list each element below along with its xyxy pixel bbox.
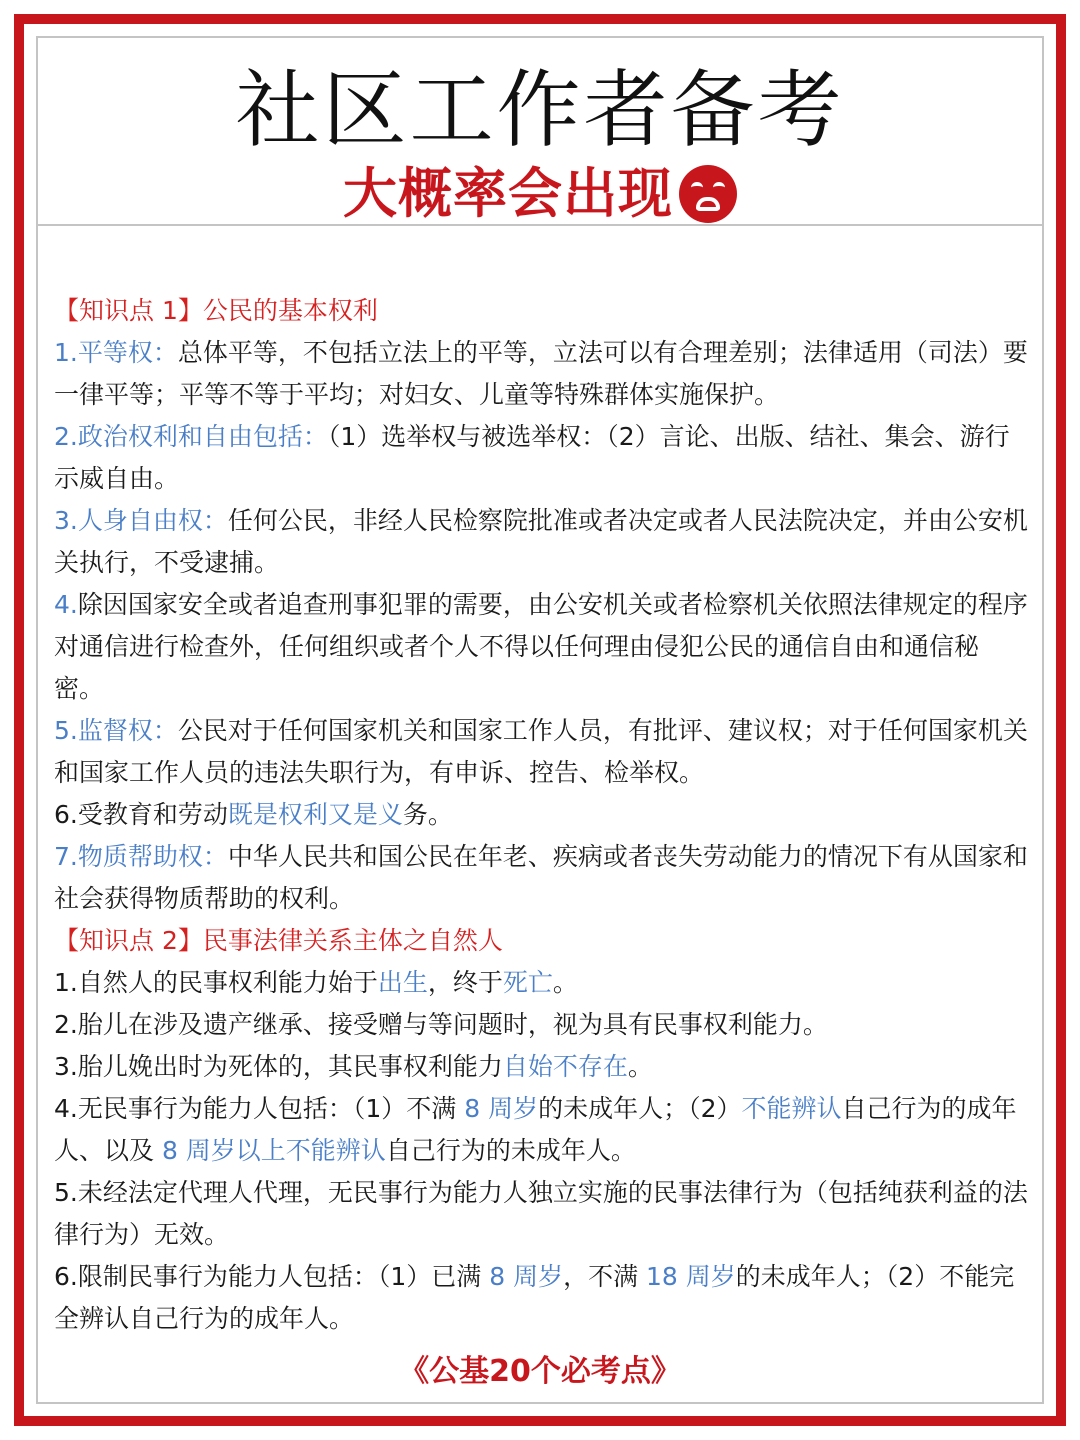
s1-item-4-text: 除因国家安全或者追查刑事犯罪的需要，由公安机关或者检察机关依照法律规定的程序对通信进行检查外，任何组织或者个人不得以任何理由侵犯公民的通信自由和通信秘密。 <box>54 590 1028 703</box>
s1-item-2 <box>54 416 1028 500</box>
s2-item-4 <box>54 1088 1028 1172</box>
s1-item-5 <box>54 710 1028 794</box>
s2-item-3-pre: 3.胎儿娩出时为死体的，其民事权利能力 <box>54 1052 503 1081</box>
s2-item-6 <box>54 1256 1028 1340</box>
page-subtitle <box>38 164 1042 224</box>
s2-item-6-b1: 8 周岁 <box>489 1262 564 1291</box>
footer-title: 《公基20个必考点》 <box>399 1354 681 1389</box>
s1-item-7-text: 中华人民共和国公民在年老、疾病或者丧失劳动能力的情况下有从国家和社会获得物质帮助的权利。 <box>54 842 1028 913</box>
page-title: 社区工作者备考 <box>235 61 845 159</box>
s2-item-4-p3: 自己行为的成年人、以及 <box>54 1094 1017 1165</box>
s1-item-6-post: 务。 <box>402 800 453 829</box>
s2-item-3-highlight: 自始不存在 <box>502 1052 628 1081</box>
s2-item-1-mid: ，终于 <box>427 968 503 997</box>
s2-item-6-p1: 6.限制民事行为能力人包括：（1）已满 <box>54 1262 490 1291</box>
inner-frame <box>36 36 1044 1404</box>
s1-item-1-label: 1.平等权： <box>54 338 178 367</box>
s2-item-1-b1: 出生 <box>377 968 428 997</box>
s2-item-5: 5.未经法定代理人代理，无民事行为能力人独立实施的民事法律行为（包括纯获利益的法律行为）无效。 <box>54 1178 1028 1249</box>
section-2-heading: 【知识点 2】民事法律关系主体之自然人 <box>54 926 503 955</box>
s1-item-5-text: 公民对于任何国家机关和国家工作人员，有批评、建议权；对于任何国家机关和国家工作人员的违法失职行为，有申诉、控告、检举权。 <box>54 716 1028 787</box>
s2-item-4-p2: 的未成年人；（2） <box>538 1094 742 1123</box>
section-1-heading: 【知识点 1】公民的基本权利 <box>54 296 378 325</box>
s2-item-4-p1: 4.无民事行为能力人包括：（1）不满 <box>54 1094 465 1123</box>
s1-item-3-text: 任何公民，非经人民检察院批准或者决定或者人民法院决定，并由公安机关执行，不受逮捕。 <box>54 506 1028 577</box>
s1-item-6 <box>54 794 1028 836</box>
s2-item-6-p3: 的未成年人；（2）不能完全辨认自己行为的成年人。 <box>54 1262 1015 1333</box>
s1-item-7-label: 7.物质帮助权： <box>54 842 228 871</box>
content <box>54 290 1028 1340</box>
page-frame <box>14 14 1066 1426</box>
s1-item-2-label: 2.政治权利和自由包括： <box>54 422 328 451</box>
s1-item-3-label: 3.人身自由权： <box>54 506 228 535</box>
s2-item-2: 2.胎儿在涉及遗产继承、接受赠与等问题时，视为具有民事权利能力。 <box>54 1010 828 1039</box>
s1-item-3 <box>54 500 1028 584</box>
s1-item-4-num: 4. <box>54 590 78 619</box>
s1-item-5-label: 5.监督权： <box>54 716 178 745</box>
s1-item-7 <box>54 836 1028 920</box>
s2-item-3-post: 。 <box>627 1052 653 1081</box>
s2-item-1-post: 。 <box>552 968 578 997</box>
subtitle-text: 大概率会出现 <box>343 162 673 225</box>
s1-item-4 <box>54 584 1028 710</box>
header <box>38 38 1042 226</box>
s1-item-1 <box>54 332 1028 416</box>
s2-item-3 <box>54 1046 1028 1088</box>
s2-item-1-pre: 1.自然人的民事权利能力始于 <box>54 968 378 997</box>
s1-item-6-pre: 6.受教育和劳动 <box>54 800 228 829</box>
s2-item-6-b2: 18 周岁 <box>646 1262 736 1291</box>
s2-item-6-p2: ，不满 <box>563 1262 647 1291</box>
s2-item-4-b3: 8 周岁以上不能辨认 <box>161 1136 386 1165</box>
s2-item-4-b2: 不能辨认 <box>741 1094 842 1123</box>
s2-item-4-b1: 8 周岁 <box>464 1094 539 1123</box>
s1-item-6-highlight: 既是权利又是义 <box>227 800 403 829</box>
s1-item-2-text: （1）选举权与被选举权：（2）言论、出版、结社、集会、游行示威自由。 <box>54 422 1010 493</box>
s2-item-1-b2: 死亡 <box>502 968 553 997</box>
s2-item-4-p4: 自己行为的未成年人。 <box>385 1136 636 1165</box>
s1-item-1-text: 总体平等，不包括立法上的平等，立法可以有合理差别；法律适用（司法）要一律平等；平等不等于平均；对妇女、儿童等特殊群体实施保护。 <box>54 338 1028 409</box>
s2-item-1 <box>54 962 1028 1004</box>
crying-face-icon <box>679 165 737 223</box>
